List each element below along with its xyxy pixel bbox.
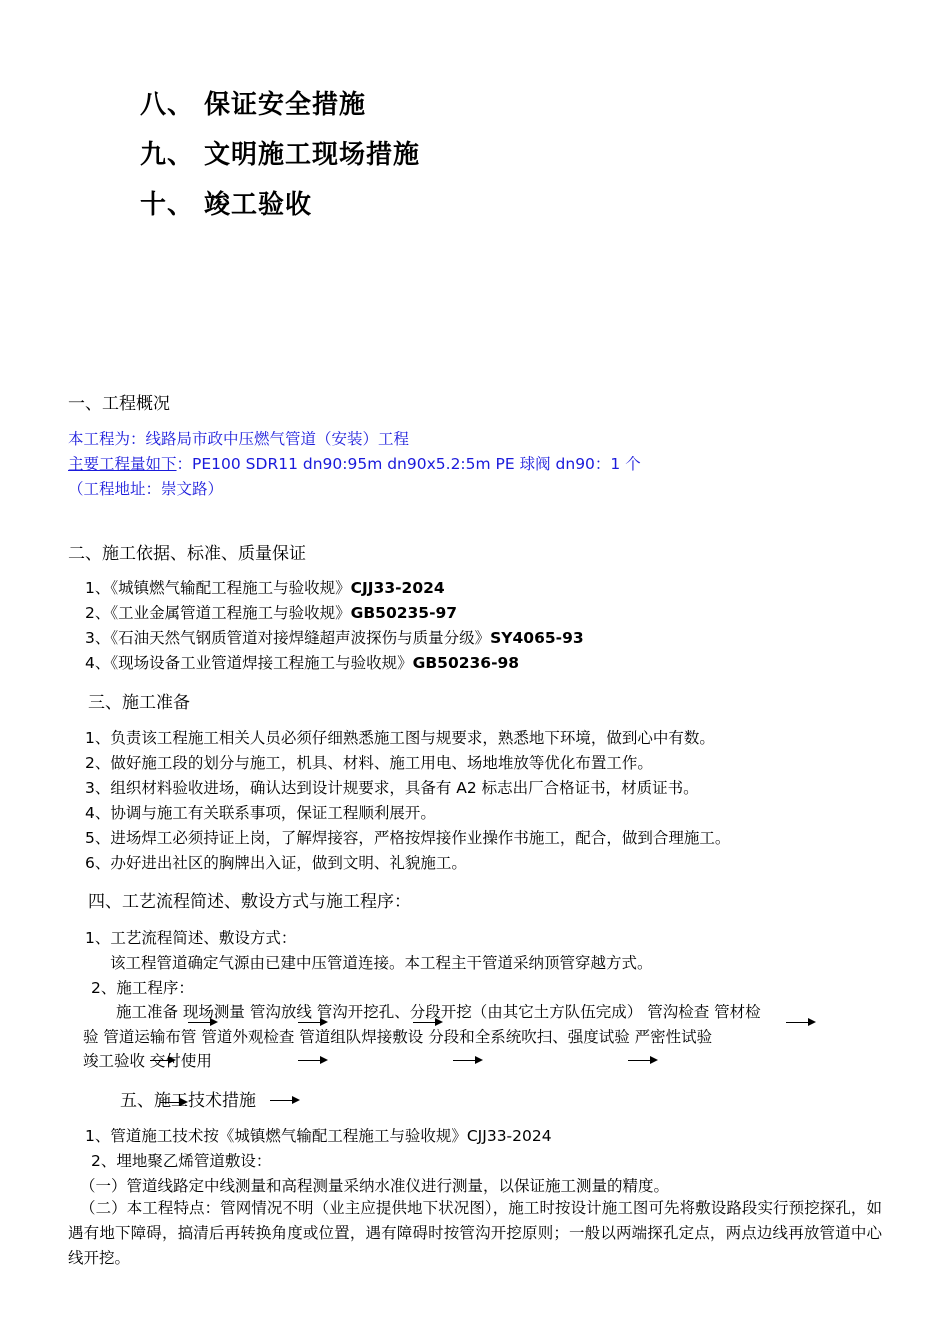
work-quantity	[68, 452, 641, 474]
flow-arrow	[150, 1060, 174, 1061]
work-quantity-label: 主要工程量如下	[68, 455, 177, 473]
section-2-heading: 二、施工依据、标准、质量保证	[68, 544, 306, 564]
flow-line-2: 验 管道运输布管 管道外观检查 管道组队焊接敷设 分段和全系统吹扫、强度试验 严密性试验	[83, 1028, 713, 1046]
tech-item-2: 2、埋地聚乙烯管道敷设：	[91, 1152, 272, 1170]
standard-item: 1、《城镇燃气输配工程施工与验收规》CJJ33-2024	[85, 579, 445, 597]
section-1-heading: 一、工程概况	[68, 394, 170, 414]
prep-item: 6、办好进出社区的胸牌出入证，做到文明、礼貌施工。	[85, 854, 467, 872]
flow-arrow	[786, 1022, 814, 1023]
project-name: 本工程为：线路局市政中压燃气管道（安装）工程	[68, 430, 410, 448]
flow-arrow	[270, 1100, 298, 1101]
flow-arrow	[298, 1022, 326, 1023]
flow-arrow	[298, 1060, 326, 1061]
process-overview-text: 该工程管道确定气源由已建中压管道连接。本工程主干管道采纳顶管穿越方式。	[110, 954, 653, 972]
prep-item: 1、负责该工程施工相关人员必须仔细熟悉施工图与规要求，熟悉地下环境，做到心中有数。	[85, 729, 715, 747]
tech-item-2-2: （二）本工程特点：管网情况不明（业主应提供地下状况图），施工时按设计施工图可先将敷设路段实行预挖探孔，如遇有地下障碍，搞清后再转换角度或位置，遇有障碍时按管沟开挖原则；一般以两端探孔定点，两点边线再放管道中心线开挖。	[68, 1199, 882, 1267]
flow-arrow	[413, 1022, 441, 1023]
prep-item: 3、组织材料验收进场，确认达到设计规要求，具备有 A2 标志出厂合格证书，材质证书。	[85, 779, 699, 797]
tech-item-1: 1、管道施工技术按《城镇燃气输配工程施工与验收规》CJJ33-2024	[85, 1127, 552, 1145]
flow-arrow	[628, 1060, 656, 1061]
toc-item-9: 九、 文明施工现场措施	[140, 140, 421, 170]
toc-item-8: 八、 保证安全措施	[140, 90, 367, 120]
prep-item: 4、协调与施工有关联系事项，保证工程顺利展开。	[85, 804, 436, 822]
section-3-heading: 三、施工准备	[88, 693, 190, 713]
process-overview-label: 1、工艺流程简述、敷设方式：	[85, 929, 297, 947]
standard-item: 4、《现场设备工业管道焊接工程施工与验收规》GB50236-98	[85, 654, 520, 672]
flow-line-1: 施工准备 现场测量 管沟放线 管沟开挖孔、分段开挖（由其它土方队伍完成） 管沟检查 管材检	[116, 1003, 761, 1021]
standard-item: 2、《工业金属管道工程施工与验收规》GB50235-97	[85, 604, 458, 622]
section-5-heading: 五、施工技术措施	[120, 1091, 256, 1111]
section-4-heading: 四、工艺流程简述、敷设方式与施工程序：	[88, 892, 411, 912]
work-quantity-value: ：PE100 SDR11 dn90:95m dn90x5.2:5m PE 球阀 dn90：1 个	[176, 455, 641, 473]
prep-item: 5、进场焊工必须持证上岗，了解焊接容，严格按焊接作业操作书施工，配合，做到合理施工。	[85, 829, 731, 847]
prep-item: 2、做好施工段的划分与施工，机具、材料、施工用电、场地堆放等优化布置工作。	[85, 754, 653, 772]
tech-item-2-1: （一）管道线路定中线测量和高程测量采纳水准仪进行测量，以保证施工测量的精度。	[80, 1177, 670, 1195]
flow-arrow	[453, 1060, 481, 1061]
project-address: （工程地址：崇文路）	[68, 480, 224, 498]
flow-line-3: 竣工验收 交付使用	[83, 1052, 212, 1070]
standard-item: 3、《石油天然气钢质管道对接焊缝超声波探伤与质量分级》SY4065-93	[85, 629, 584, 647]
toc-item-10: 十、 竣工验收	[140, 190, 313, 220]
procedure-label: 2、施工程序：	[91, 979, 194, 997]
flow-arrow	[188, 1022, 216, 1023]
